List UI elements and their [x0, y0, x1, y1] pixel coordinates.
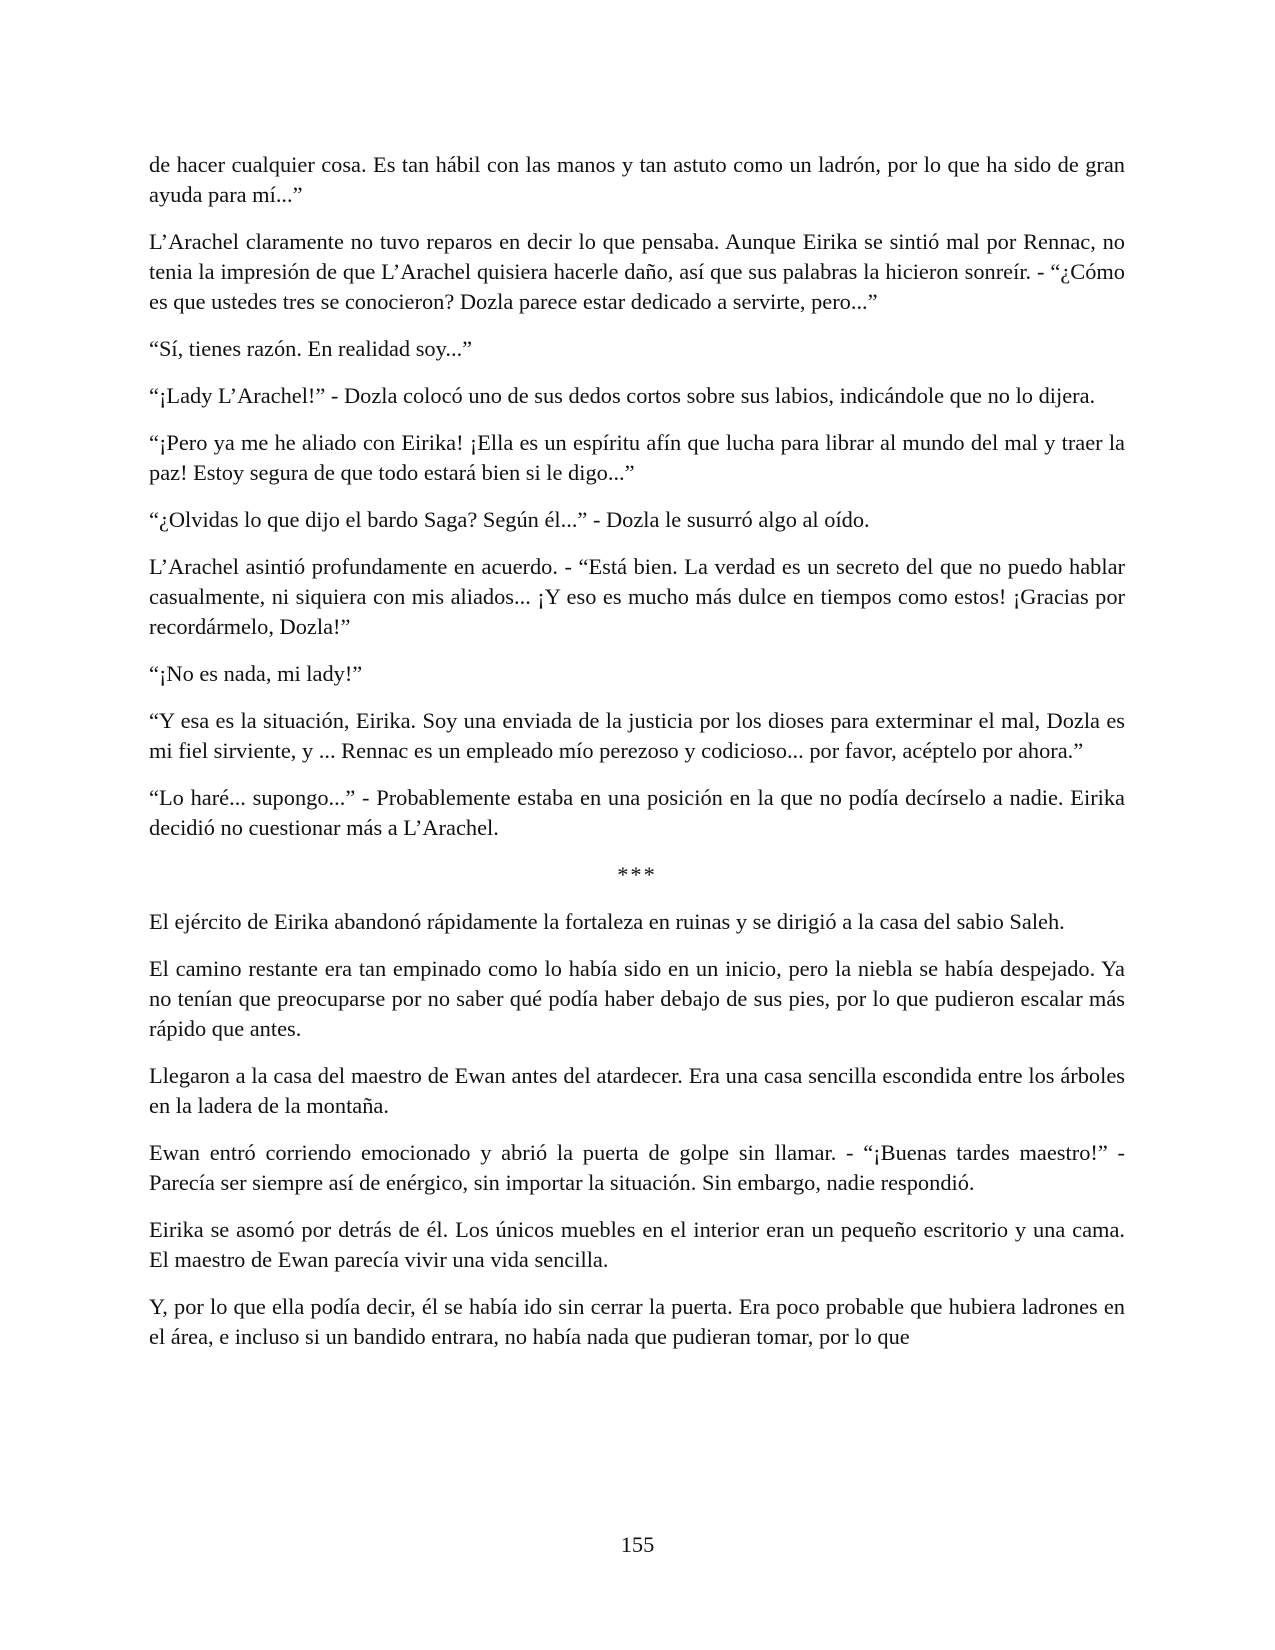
paragraph: Llegaron a la casa del maestro de Ewan antes del atardecer. Era una casa sencilla escondida entre los árboles en la ladera de la montaña. — [149, 1063, 1125, 1118]
page-number: 155 — [620, 1532, 655, 1557]
paragraph: “¿Olvidas lo que dijo el bardo Saga? Según él...” - Dozla le susurró algo al oído. — [149, 507, 870, 532]
paragraph: “Sí, tienes razón. En realidad soy...” — [149, 336, 473, 361]
paragraph: L’Arachel claramente no tuvo reparos en decir lo que pensaba. Aunque Eirika se sintió mal por Rennac, no tenia la impresión de que L’Arachel quisiera hacerle daño, así que sus palabras la hicieron sonreír. - “¿Cómo es que ustedes tres se conocieron? Dozla parece estar dedicado a servirte, pero...” — [149, 229, 1125, 314]
paragraph: de hacer cualquier cosa. Es tan hábil con las manos y tan astuto como un ladrón, por lo que ha sido de gran ayuda para mí...” — [149, 152, 1125, 207]
paragraph: “¡Lady L’Arachel!” - Dozla colocó uno de sus dedos cortos sobre sus labios, indicándole que no lo dijera. — [149, 383, 1096, 408]
paragraph: L’Arachel asintió profundamente en acuerdo. - “Está bien. La verdad es un secreto del que no puedo hablar casualmente, ni siquiera con mis aliados... ¡Y eso es mucho más dulce en tiempos como estos! ¡Gracias por recordármelo, Dozla!” — [149, 554, 1125, 639]
paragraph: “¡Pero ya me he aliado con Eirika! ¡Ella es un espíritu afín que lucha para librar al mundo del mal y traer la paz! Estoy segura de que todo estará bien si le digo...” — [149, 430, 1125, 485]
paragraph: El camino restante era tan empinado como lo había sido en un inicio, pero la niebla se había despejado. Ya no tenían que preocuparse por no saber qué podía haber debajo de sus pies, por lo que pudieron escalar más rápido que antes. — [149, 956, 1125, 1041]
paragraph: Ewan entró corriendo emocionado y abrió la puerta de golpe sin llamar. - “¡Buenas tardes maestro!” - Parecía ser siempre así de enérgico, sin importar la situación. Sin embargo, nadie respondió. — [149, 1140, 1125, 1195]
section-separator: *** — [617, 862, 657, 887]
body-text — [149, 150, 1125, 1369]
paragraph: Y, por lo que ella podía decir, él se había ido sin cerrar la puerta. Era poco probable que hubiera ladrones en el área, e incluso si un bandido entrara, no había nada que pudieran tomar, por lo que — [149, 1294, 1125, 1349]
paragraph: El ejército de Eirika abandonó rápidamente la fortaleza en ruinas y se dirigió a la casa del sabio Saleh. — [149, 909, 1065, 934]
paragraph: “Lo haré... supongo...” - Probablemente estaba en una posición en la que no podía decírselo a nadie. Eirika decidió no cuestionar más a L’Arachel. — [149, 785, 1125, 840]
paragraph: “Y esa es la situación, Eirika. Soy una enviada de la justicia por los dioses para exterminar el mal, Dozla es mi fiel sirviente, y ... Rennac es un empleado mío perezoso y codicioso... por favor, acéptelo por ahora.” — [149, 708, 1125, 763]
paragraph: “¡No es nada, mi lady!” — [149, 661, 363, 686]
paragraph: Eirika se asomó por detrás de él. Los únicos muebles en el interior eran un pequeño escritorio y una cama. El maestro de Ewan parecía vivir una vida sencilla. — [149, 1217, 1125, 1272]
